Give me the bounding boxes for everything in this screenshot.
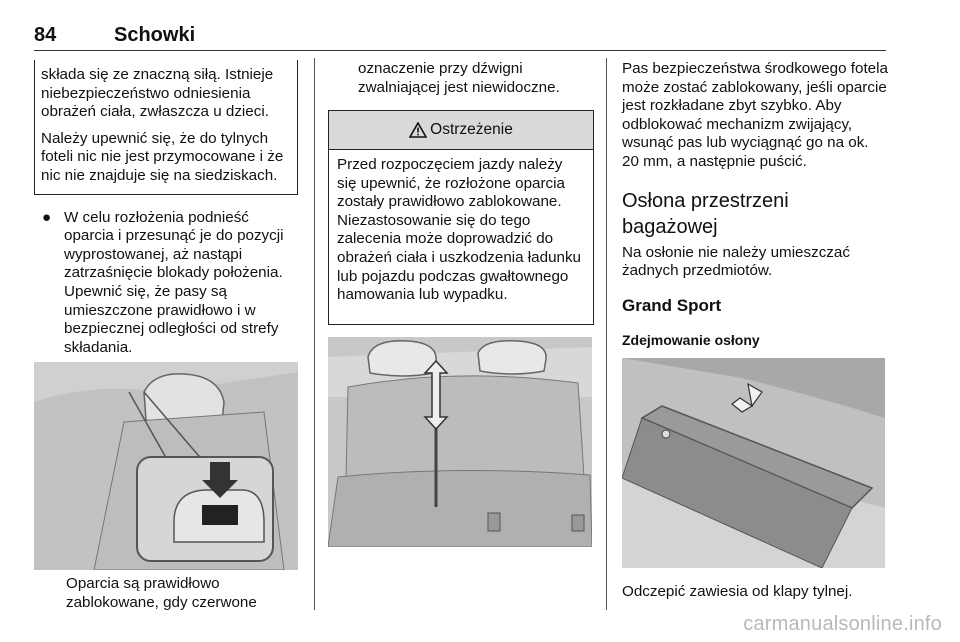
column-3 xyxy=(622,60,888,349)
page-title: Schowki xyxy=(114,24,196,46)
seat-latch-illustration xyxy=(34,362,298,570)
bullet-text: W celu rozłożenia podnieść oparcia i przesunąć je do pozycji wyprostowanej, aż nastąpi zatrzaśnięcie blokady położenia. Upewnić się, że pasy są umieszczone prawidłowo i w bezpiecznej odległości od strefy składania. xyxy=(64,208,284,356)
header-rule xyxy=(34,50,886,51)
column-divider-1 xyxy=(314,58,315,610)
warning-text: Przed rozpoczęciem jazdy należy się upewnić, że rozłożone oparcia zostały prawidłowo zablokowane. Niezastosowanie się do tego zalecenia może doprowadzić do obrażeń ciała i uszkodzenia ładunku lub pojazdu podczas gwałtownego hamowania lub wypadku. xyxy=(337,156,582,304)
column-2 xyxy=(328,60,594,97)
seatbelt-paragraph: Pas bezpieczeństwa środkowego fotela może zostać zablokowany, jeśli oparcie jest rozkładane zbyt szybko. Aby odblokować mechanizm zwijający, wsunąć pas lub wyciągnąć go na ok. 20 mm, a następnie puścić. xyxy=(622,60,888,170)
image-caption-3: Odczepić zawiesia od klapy tylnej. xyxy=(622,583,853,600)
continued-bullet-text: oznaczenie przy dźwigni zwalniającej jest niewidoczne. xyxy=(358,60,560,96)
column-1 xyxy=(34,60,298,357)
section-title: Osłona przestrzeni bagażowej xyxy=(622,189,789,238)
warning-box xyxy=(328,110,594,325)
warning-paragraph-1: składa się ze znaczną siłą. Istnieje niebezpieczeństwo odniesienia obrażeń ciała, zwłaszcza u dzieci. xyxy=(41,66,274,121)
column-divider-2 xyxy=(606,58,607,610)
watermark: carmanualsonline.info xyxy=(743,613,942,635)
cargo-cover-illustration xyxy=(622,358,885,568)
instruction-bullet xyxy=(34,209,298,358)
warning-paragraph-2: Należy upewnić się, że do tylnych foteli nic nie jest przymocowane i że nic nie znajduje się na siedziskach. xyxy=(41,129,284,184)
warning-title: Ostrzeżenie xyxy=(430,121,513,138)
warning-triangle-icon xyxy=(409,122,427,138)
bullet-marker: ● xyxy=(42,208,52,226)
image-caption-1: Oparcia są prawidłowo zablokowane, gdy czerwone xyxy=(66,575,257,611)
subsection-title: Grand Sport xyxy=(622,295,722,315)
rear-seat-illustration xyxy=(328,337,592,547)
page-header xyxy=(34,24,886,52)
warning-continuation-box xyxy=(34,60,298,195)
warning-header xyxy=(329,111,593,150)
minor-heading: Zdejmowanie osłony xyxy=(622,331,760,348)
section-text: Na osłonie nie należy umieszczać żadnych przedmiotów. xyxy=(622,243,850,280)
page-number: 84 xyxy=(34,24,57,46)
